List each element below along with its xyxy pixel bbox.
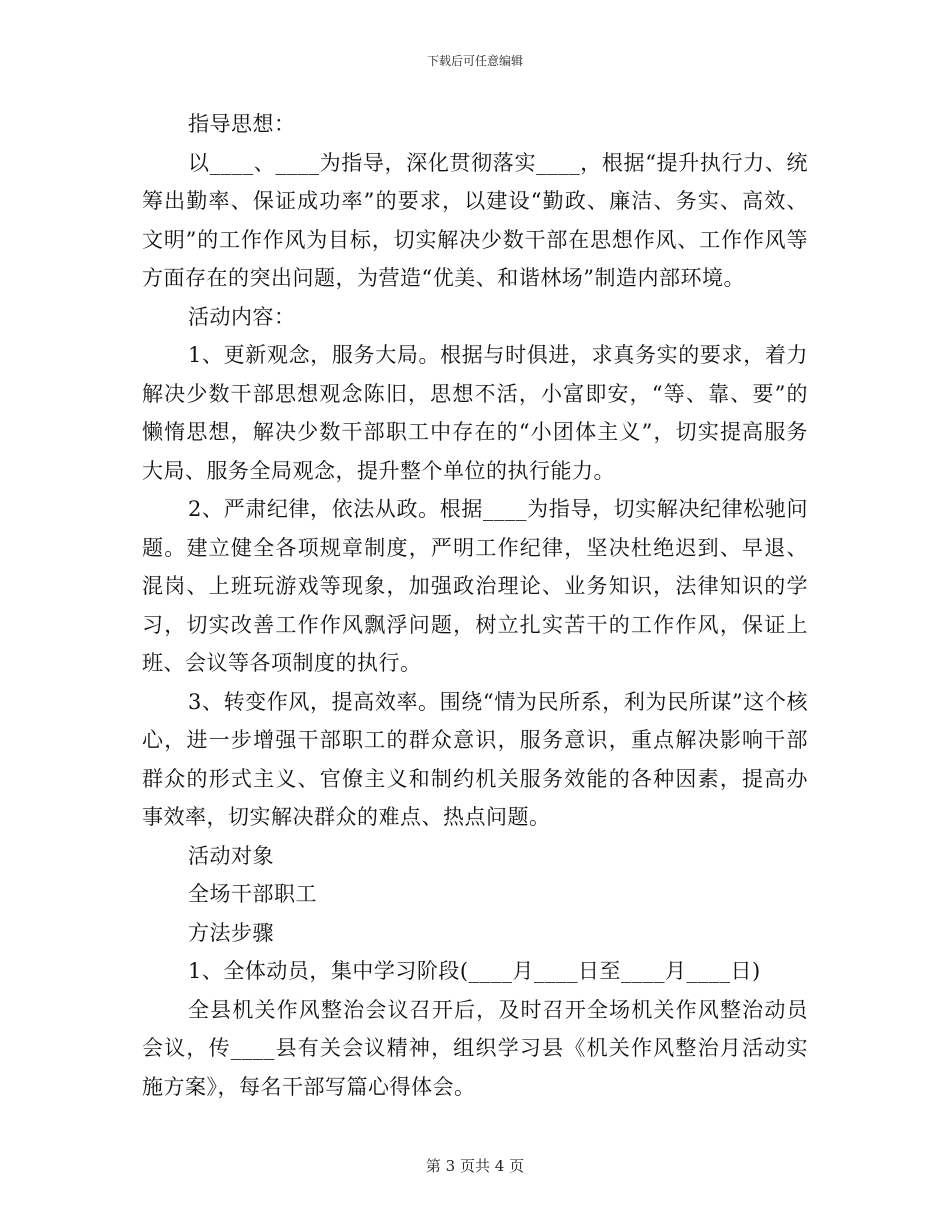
paragraph-content-item-3: 3、转变作风，提高效率。围绕“情为民所系，利为民所谋”这个核心，进一步增强干部职工的群众意识，服务意识，重点解决影响干部群众的形式主义、官僚主义和制约机关服务效能的各种因素，提高办事效率，切实解决群众的难点、热点问题。 [142,689,808,829]
paragraph-content-item-2: 2、严肃纪律，依法从政。根据____为指导，切实解决纪律松驰问题。建立健全各项规章制度，严明工作纪律，坚决杜绝迟到、早退、混岗、上班玩游戏等现象，加强政治理论、业务知识，法律知识的学习，切实改善工作作风飘浮问题，树立扎实苦干的工作作风，保证上班、会议等各项制度的执行。 [142,497,808,675]
paragraph-guiding-ideology-heading: 指导思想： [188,112,296,136]
paragraph-activity-target-heading: 活动对象 [188,843,274,868]
paragraph-content-item-1: 1、更新观念，服务大局。根据与时俱进，求真务实的要求，着力解决少数干部思想观念陈旧，思想不活，小富即安，“等、靠、要”的懒惰思想，解决少数干部职工中存在的“小团体主义”，切实提高服务大局、服务全局观念，提升整个单位的执行能力。 [142,343,808,483]
page-number: 第 3 页共 4 页 [425,1157,525,1175]
paragraph-step-1-title: 1、全体动员，集中学习阶段(____月____日至____月____日) [188,959,761,983]
paragraph-step-1-detail: 全县机关作风整治会议召开后，及时召开全场机关作风整治动员会议，传____县有关会议精神，组织学习县《机关作风整治月活动实施方案》，每名干部写篇心得体会。 [142,997,808,1099]
paragraph-activity-target: 全场干部职工 [188,882,317,906]
paragraph-activity-content-heading: 活动内容： [188,304,296,329]
document-body [142,105,808,1106]
paragraph-guiding-ideology: 以____、____为指导，深化贯彻落实____，根据“提升执行力、统筹出勤率、保证成功率”的要求，以建设“勤政、廉洁、务实、高效、文明”的工作作风为目标，切实解决少数干部在思想作风、工作作风等方面存在的突出问题，为营造“优美、和谐林场”制造内部环境。 [142,150,808,290]
paragraph-method-steps-heading: 方法步骤 [188,920,274,945]
page-header: 下载后可任意编辑 [426,54,523,68]
